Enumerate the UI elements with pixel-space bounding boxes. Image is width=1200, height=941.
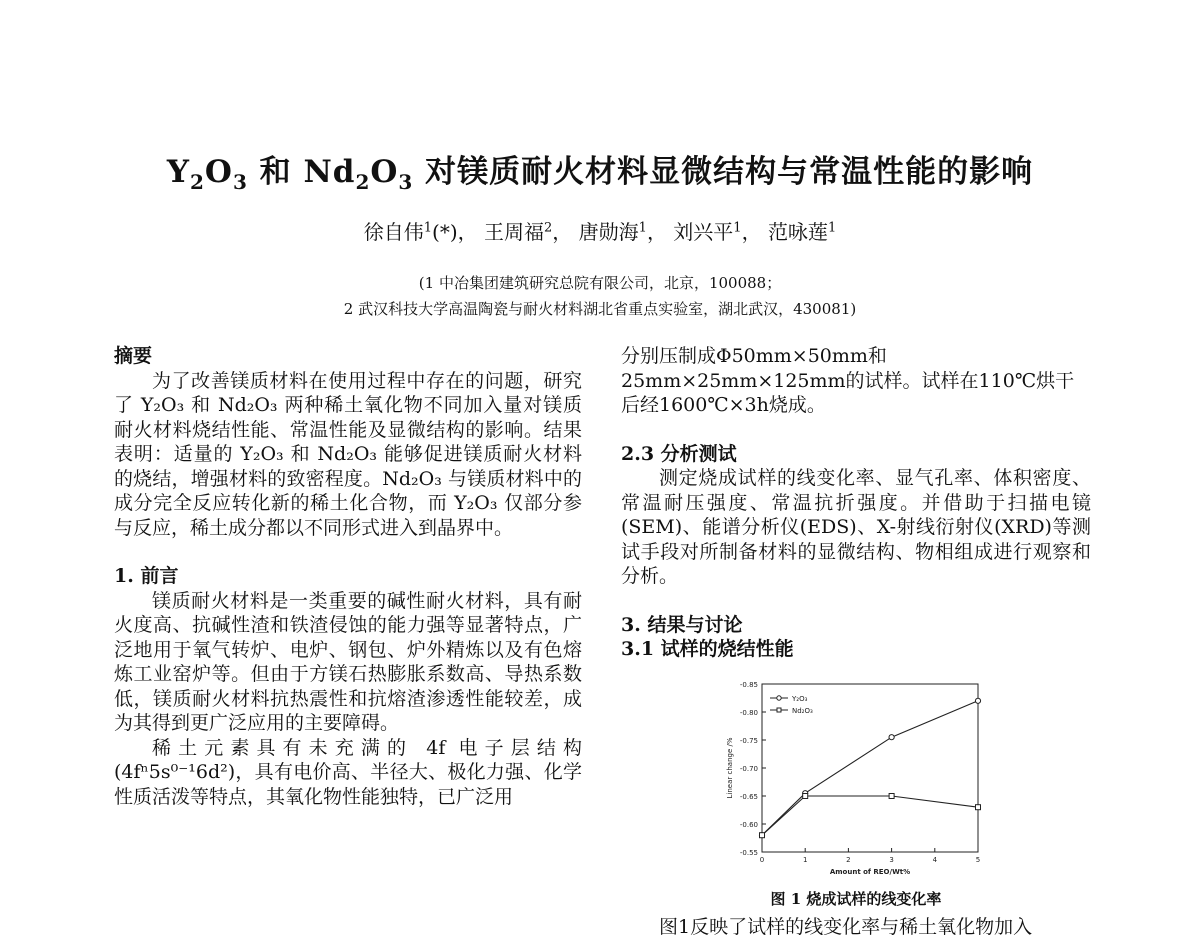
intro-heading: 1. 前言 <box>114 565 179 587</box>
section-heading-3: 3. 结果与讨论 <box>621 613 743 636</box>
y-tick-label: -0.85 <box>739 681 758 689</box>
y-axis-label: Linear change /% <box>726 737 734 799</box>
figure-caption: 图 1 烧成试样的线变化率 <box>770 890 942 908</box>
intro-paragraph: 稀土元素具有未充满的 4f 电子层结构 (4fⁿ5s⁰⁻¹6d²)，具有电价高、半径大、极化力强、化学性质活泼等特点，其氧化物性能独特，已广泛用 <box>114 736 582 808</box>
series-line-2 <box>762 796 978 835</box>
y-tick-label: -0.80 <box>739 709 758 717</box>
affiliation-line: (1 中冶集团建筑研究总院有限公司，北京，100088； <box>418 274 782 292</box>
x-tick-label: 0 <box>759 856 765 864</box>
y-tick-label: -0.75 <box>739 737 758 745</box>
data-point <box>889 735 894 740</box>
section-heading-3-1: 3.1 试样的烧结性能 <box>621 638 794 660</box>
abstract-text: 为了改善镁质材料在使用过程中存在的问题，研究了 Y₂O₃ 和 Nd₂O₃ 两种稀土氧化物不同加入量对镁质耐火材料烧结性能、常温性能及显微结构的影响。结果表明：适量的 Y₂O₃ 和 Nd₂O₃ 能够促进镁质耐火材料的烧结，增强材料的致密程度。Nd₂O₃ 与镁质材料中的成分完全反应转化新的稀土化合物，而 Y₂O₃ 仅部分参与反应，稀土成分都以不同形式进入到晶界中。 <box>114 369 582 539</box>
x-tick-label: 3 <box>889 856 894 864</box>
x-tick-label: 5 <box>975 856 981 864</box>
legend-label: Y₂O₃ <box>792 695 808 703</box>
x-tick-label: 4 <box>932 856 938 864</box>
data-point <box>976 805 981 810</box>
legend-marker <box>777 708 781 712</box>
y-tick-label: -0.70 <box>739 765 758 773</box>
data-point <box>760 833 765 838</box>
legend-marker <box>777 696 781 700</box>
author: 徐自伟$^1$(*) <box>363 220 458 244</box>
y-tick-label: -0.60 <box>739 821 758 829</box>
method-continuation: 分别压制成Φ50mm×50mm和25mm×25mm×125mm的试样。试样在110℃烘干后经1600℃×3h烧成。 <box>621 345 1075 416</box>
author-list: 徐自伟$^1$(*)， 王周福$^2$， 唐勋海$^1$， 刘兴平$^1$， 范咏莲$^1$ <box>363 220 837 244</box>
figure-1 <box>700 678 990 878</box>
paper-title: $Y_2O_3$ 和 $Nd_2O_3$ 对镁质耐火材料显微结构与常温性能的影响 <box>166 154 1034 195</box>
data-point <box>889 794 894 799</box>
affiliation-line: 2 武汉科技大学高温陶瓷与耐火材料湖北省重点实验室，湖北武汉，430081) <box>343 300 857 318</box>
data-point <box>803 794 808 799</box>
linear-change-chart <box>700 678 990 878</box>
series-line-1 <box>762 701 978 835</box>
discussion-text: 图1反映了试样的线变化率与稀土氧化物加入 <box>659 916 1033 938</box>
x-axis-label: Amount of REO/Wt% <box>829 868 911 876</box>
x-tick-label: 1 <box>802 856 808 864</box>
abstract-heading: 摘要 <box>114 345 153 367</box>
section-2-3-text: 测定烧成试样的线变化率、显气孔率、体积密度、常温耐压强度、常温抗折强度。并借助于扫描电镜(SEM)、能谱分析仪(EDS)、X-射线衍射仪(XRD)等测试手段对所制备材料的显微结构、物相组成进行观察和分析。 <box>621 467 1091 587</box>
y-tick-label: -0.55 <box>739 849 758 857</box>
author: 唐勋海$^1$ <box>578 220 647 244</box>
left-column <box>114 344 582 809</box>
section-heading-2-3: 2.3 分析测试 <box>621 442 737 465</box>
legend-label: Nd₂O₃ <box>792 707 813 715</box>
author: 刘兴平$^1$ <box>673 220 742 244</box>
author: 王周福$^2$ <box>484 220 553 244</box>
intro-paragraph: 镁质耐火材料是一类重要的碱性耐火材料，具有耐火度高、抗碱性渣和铁渣侵蚀的能力强等显著特点，广泛地用于氧气转炉、电炉、钢包、炉外精炼以及有色熔炼工业窑炉等。但由于方镁石热膨胀系数高、导热系数低，镁质耐火材料抗热震性和抗熔渣渗透性能较差，成为其得到更广泛应用的主要障碍。 <box>114 589 582 734</box>
author: 范咏莲$^1$ <box>767 220 837 244</box>
x-tick-label: 2 <box>846 856 851 864</box>
data-point <box>975 698 980 703</box>
y-tick-label: -0.65 <box>739 793 758 801</box>
right-column <box>621 344 1091 662</box>
